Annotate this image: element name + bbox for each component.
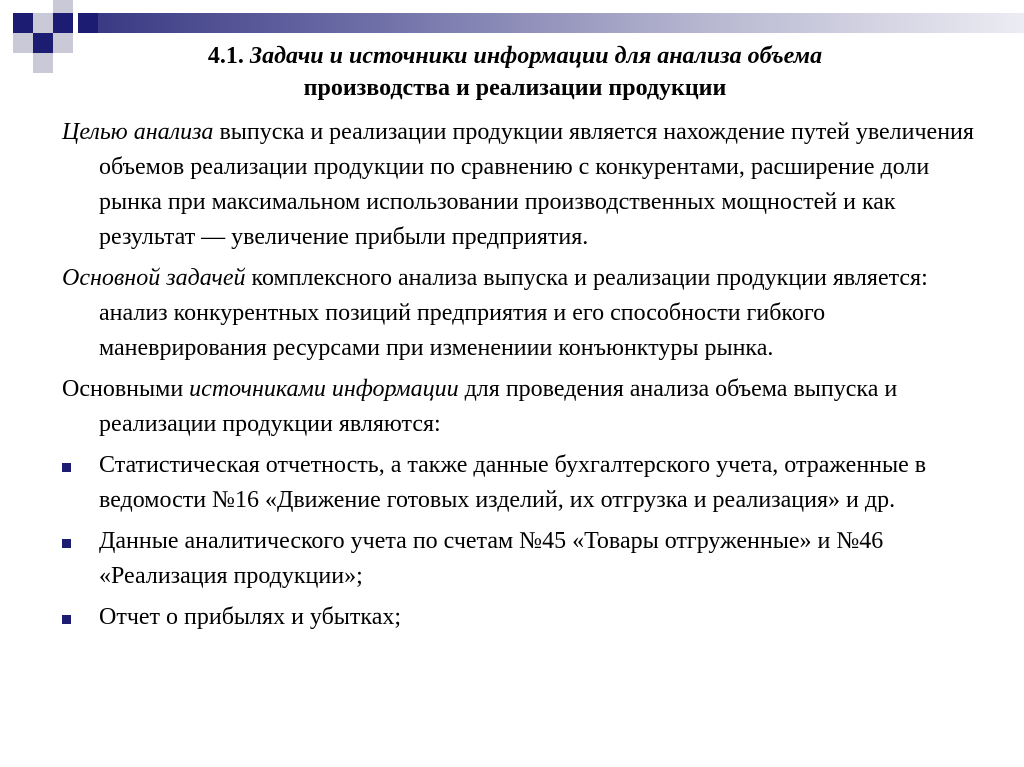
square-bullet-icon bbox=[62, 539, 71, 548]
paragraph-goal-emphasis: Целью анализа bbox=[62, 119, 214, 145]
paragraph-sources-emphasis: источниками информации bbox=[189, 376, 459, 402]
decor-square-light bbox=[33, 13, 53, 33]
paragraph-task bbox=[62, 261, 982, 366]
paragraph-task-text: комплексного анализа выпуска и реализации продукции является: анализ конкурентных позиций предприятия и его способности гибкого маневрирования ресурсами при изменениии конъюнктуры рынка. bbox=[99, 265, 928, 361]
paragraph-task-emphasis: Основной задачей bbox=[62, 265, 246, 291]
title-line-1 bbox=[130, 40, 900, 72]
list-item-text: Отчет о прибылях и убытках; bbox=[99, 604, 402, 630]
paragraph-goal bbox=[62, 115, 982, 255]
paragraph-sources-prefix: Основными bbox=[62, 376, 190, 402]
header-gradient-bar bbox=[98, 13, 1024, 33]
list-item bbox=[62, 600, 982, 635]
list-item bbox=[62, 524, 982, 594]
decor-square-dark bbox=[33, 33, 53, 53]
square-bullet-icon bbox=[62, 615, 71, 624]
title-text-line-2: производства и реализации продукции bbox=[303, 75, 727, 101]
list-item bbox=[62, 448, 982, 518]
decor-square-light bbox=[53, 33, 73, 53]
decor-square-dark bbox=[78, 13, 98, 33]
paragraph-sources bbox=[62, 372, 982, 442]
title-number: 4.1. bbox=[207, 43, 244, 69]
slide-content bbox=[62, 115, 982, 641]
paragraph-goal-text: выпуска и реализации продукции является нахождение путей увеличения объемов реализации продукции по сравнению с конкурентами, расширение доли рынка при максимальном использовании производственных мощностей и как результат — увеличение прибыли предприятия. bbox=[99, 119, 974, 250]
list-item-text: Данные аналитического учета по счетам №45 «Товары отгруженные» и №46 «Реализация продукции»; bbox=[99, 528, 884, 589]
decor-square-dark bbox=[53, 13, 73, 33]
square-bullet-icon bbox=[62, 463, 71, 472]
title-text-line-1: Задачи и источники информации для анализа объема bbox=[249, 43, 823, 69]
list-item-text: Статистическая отчетность, а также данные бухгалтерского учета, отраженные в ведомости №16 «Движение готовых изделий, их отгрузка и реализация» и др. bbox=[99, 452, 927, 513]
paragraph-sources-text: для проведения анализа объема выпуска и реализации продукции являются: bbox=[99, 376, 898, 437]
decor-square-light bbox=[13, 33, 33, 53]
decor-square-light bbox=[33, 53, 53, 73]
decor-square-dark bbox=[13, 13, 33, 33]
slide-title bbox=[130, 40, 900, 104]
